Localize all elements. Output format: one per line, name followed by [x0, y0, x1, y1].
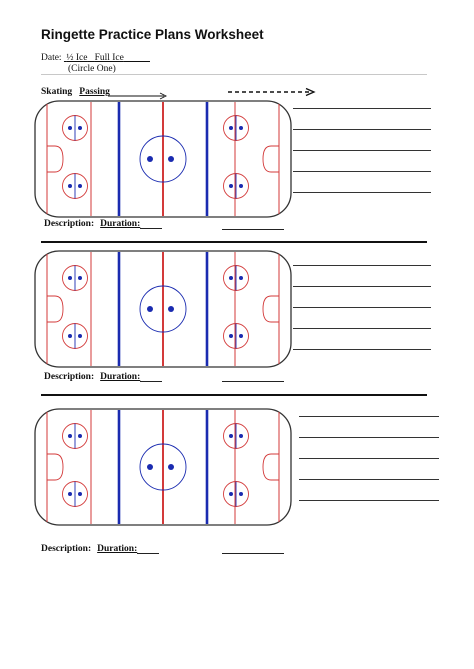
note-line[interactable] — [299, 437, 439, 438]
note-line[interactable] — [293, 328, 431, 329]
date-row — [41, 53, 150, 63]
duration-label: Duration: — [97, 544, 138, 554]
faceoff-dot-right-top-a — [229, 434, 233, 438]
note-line[interactable] — [299, 416, 439, 417]
description-label: Description: — [44, 372, 95, 382]
duration-field[interactable] — [137, 544, 159, 554]
faceoff-dot-left-top-b — [78, 276, 82, 280]
center-dot-right — [168, 306, 174, 312]
rink-diagram-1 — [34, 100, 292, 218]
faceoff-dot-left-bottom-a — [68, 184, 72, 188]
page-title: Ringette Practice Plans Worksheet — [41, 27, 264, 42]
rink-diagram-2 — [34, 250, 292, 368]
faceoff-dot-left-bottom-b — [78, 334, 82, 338]
faceoff-dot-left-bottom-b — [78, 492, 82, 496]
faceoff-dot-right-top-a — [229, 276, 233, 280]
note-line[interactable] — [293, 171, 431, 172]
note-line[interactable] — [293, 349, 431, 350]
note-line[interactable] — [293, 129, 431, 130]
description-row-1 — [44, 219, 162, 229]
faceoff-dot-right-bottom-b — [239, 184, 243, 188]
note-line[interactable] — [299, 479, 439, 480]
section-divider — [41, 241, 427, 243]
circle-one-note: (Circle One) — [68, 64, 116, 74]
duration-label: Duration: — [100, 372, 141, 382]
center-dot-left — [147, 464, 153, 470]
faceoff-dot-right-bottom-a — [229, 184, 233, 188]
faceoff-dot-left-top-b — [78, 126, 82, 130]
faceoff-dot-left-bottom-a — [68, 492, 72, 496]
passing-label: Passing — [79, 87, 110, 97]
faceoff-dot-right-top-b — [239, 276, 243, 280]
faceoff-dot-right-bottom-a — [229, 492, 233, 496]
center-dot-right — [168, 156, 174, 162]
header-divider — [41, 74, 427, 75]
skating-arrow-icon — [108, 92, 170, 100]
note-line[interactable] — [293, 108, 431, 109]
faceoff-dot-right-top-b — [239, 126, 243, 130]
center-dot-left — [147, 156, 153, 162]
note-line[interactable] — [293, 286, 431, 287]
faceoff-dot-left-top-b — [78, 434, 82, 438]
faceoff-dot-left-bottom-a — [68, 334, 72, 338]
rink-diagram-3 — [34, 408, 292, 526]
description-extra-field[interactable] — [222, 553, 284, 554]
drill-type-legend — [41, 87, 110, 97]
description-extra-field[interactable] — [222, 381, 284, 382]
faceoff-dot-left-top-a — [68, 276, 72, 280]
faceoff-dot-left-bottom-b — [78, 184, 82, 188]
note-line[interactable] — [293, 192, 431, 193]
description-row-3 — [41, 544, 159, 554]
duration-field[interactable] — [140, 219, 162, 229]
skating-label: Skating — [41, 87, 73, 97]
note-line[interactable] — [293, 307, 431, 308]
description-label: Description: — [44, 219, 95, 229]
faceoff-dot-right-bottom-b — [239, 492, 243, 496]
faceoff-dot-right-bottom-b — [239, 334, 243, 338]
duration-label: Duration: — [100, 219, 141, 229]
date-label: Date: — [41, 53, 62, 63]
duration-field[interactable] — [140, 372, 162, 382]
description-extra-field[interactable] — [222, 229, 284, 230]
faceoff-dot-right-top-a — [229, 126, 233, 130]
faceoff-dot-right-top-b — [239, 434, 243, 438]
description-label: Description: — [41, 544, 92, 554]
description-row-2 — [44, 372, 162, 382]
note-line[interactable] — [293, 265, 431, 266]
passing-arrow-icon — [228, 88, 320, 96]
note-line[interactable] — [299, 458, 439, 459]
date-option-full-ice[interactable]: Full Ice — [94, 53, 124, 63]
faceoff-dot-left-top-a — [68, 126, 72, 130]
center-dot-left — [147, 306, 153, 312]
note-line[interactable] — [293, 150, 431, 151]
faceoff-dot-left-top-a — [68, 434, 72, 438]
date-option-half-ice[interactable]: ½ Ice Full Ice — [66, 53, 124, 63]
section-divider — [41, 394, 427, 396]
center-dot-right — [168, 464, 174, 470]
faceoff-dot-right-bottom-a — [229, 334, 233, 338]
note-line[interactable] — [299, 500, 439, 501]
